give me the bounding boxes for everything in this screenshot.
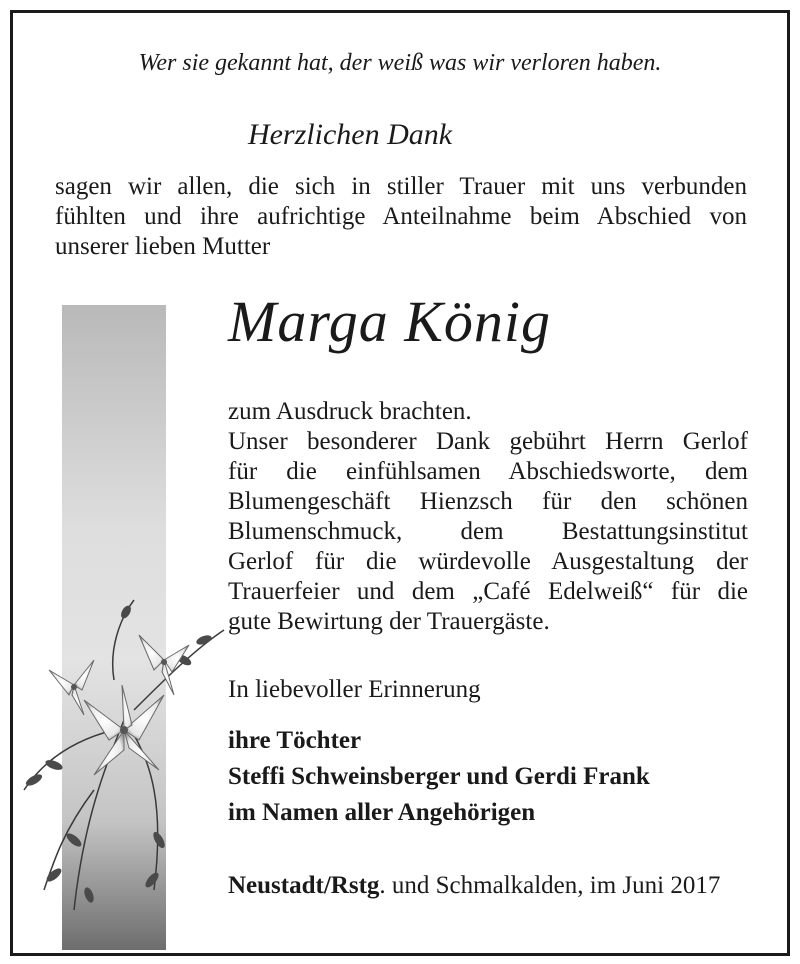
body-line: zum Ausdruck brachten. — [228, 398, 472, 425]
place-town: Neustadt/Rstg — [228, 872, 380, 899]
closing-line: In liebevoller Erinnerung — [228, 676, 481, 703]
intro-line: unserer lieben Mutter — [55, 233, 271, 260]
intro-line: sagen wir allen, die sich in stiller Trauer mit uns verbunden — [55, 173, 747, 200]
body-line: Unser besonderer Dank gebührt Herrn Gerlof — [228, 428, 748, 455]
signature-names: Steffi Schweinsberger und Gerdi Frank — [228, 763, 650, 790]
intro-text — [55, 172, 747, 262]
body-text — [228, 397, 748, 637]
body-line: Blumenschmuck, dem Bestattungsinstitut — [228, 518, 748, 545]
body-line: Trauerfeier und dem „Café Edelweiß“ für die — [228, 578, 748, 605]
body-line: Blumengeschäft Hienzsch für den schönen — [228, 488, 748, 515]
body-line: Gerlof für die würdevolle Ausgestaltung der — [228, 548, 748, 575]
deceased-name: Marga König — [228, 289, 552, 354]
intro-line: fühlten und ihre aufrichtige Anteilnahme beim Abschied von — [55, 203, 747, 230]
place-date: . und Schmalkalden, im Juni 2017 — [379, 872, 721, 899]
place-and-date — [228, 872, 720, 900]
signature-relatives: im Namen aller Angehörigen — [228, 799, 536, 826]
body-line: für die einfühlsamen Abschiedsworte, dem — [228, 458, 748, 485]
motto: Wer sie gekannt hat, der weiß was wir verloren haben. — [138, 50, 662, 76]
body-line: gute Bewirtung der Trauergäste. — [228, 608, 550, 635]
flower-bouquet-icon — [14, 590, 234, 930]
heading: Herzlichen Dank — [247, 118, 453, 151]
signature-daughters: ihre Töchter — [228, 727, 362, 754]
